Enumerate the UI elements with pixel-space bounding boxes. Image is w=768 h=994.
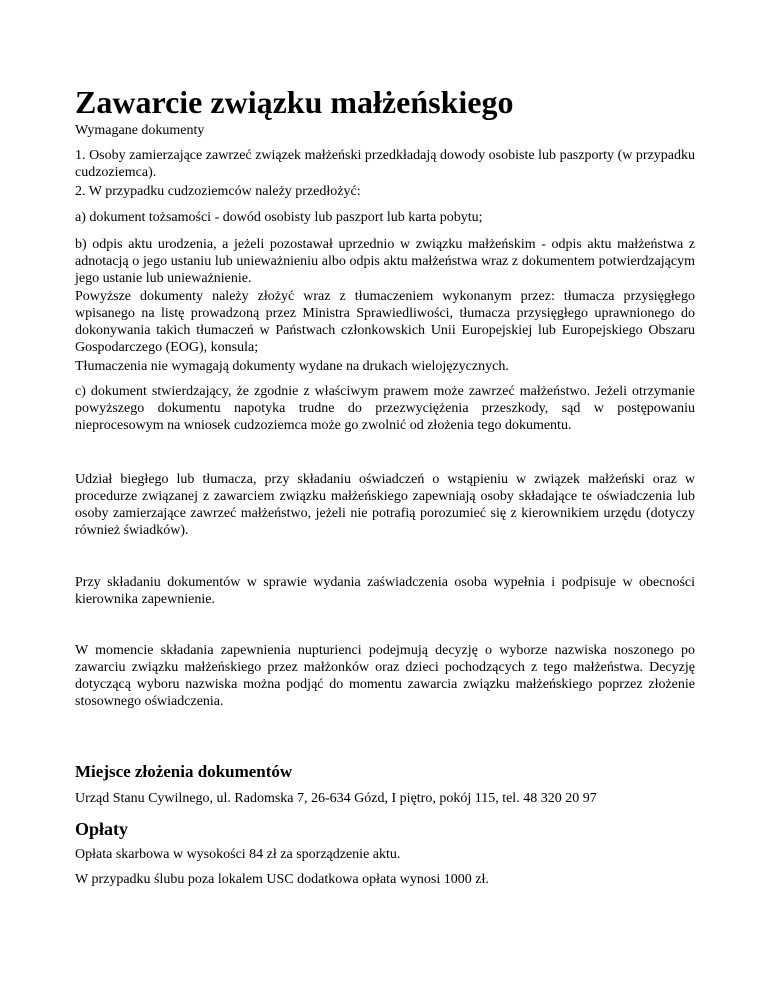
- paragraph-expert-translator: Udział biegłego lub tłumacza, przy składaniu oświadczeń o wstąpieniu w związek małżeński oraz w procedurze związanej z zawarciem związku małżeńskiego zapewniają osoby składające te oświadczenia lub osoby zamierzające zawrzeć małżeństwo, jeżeli nie potrafią porozumieć się z kierownikiem urzędu (dotyczy również świadków).: [75, 472, 695, 538]
- fee-stamp-duty: Opłata skarbowa w wysokości 84 zł za sporządzenie aktu.: [75, 847, 401, 862]
- paragraph-translations: Powyższe dokumenty należy złożyć wraz z tłumaczeniem wykonanym przez: tłumacza przysięgłego wpisanego na listę prowadzoną przez Ministra Sprawiedliwości, tłumacza przysięgłego uprawnionego do dokonywania takich tłumaczeń w Państwach członkowskich Unii Europejskiej lub Europejskiego Obszaru Gospodarczego (EOG), konsula;: [75, 289, 695, 355]
- paragraph-surname-choice: W momencie składania zapewnienia nupturienci podejmują decyzję o wyborze nazwiska noszonego po zawarciu związku małżeńskiego przez małżonków oraz dzieci pochodzących z tego małżeństwa. Decyzję dotyczącą wyboru nazwiska można podjąć do momentu zawarcia związku małżeńskiego poprzez złożenie stosownego oświadczenia.: [75, 643, 695, 709]
- paragraph-item-c: c) dokument stwierdzający, że zgodnie z właściwym prawem może zawrzeć małżeństwo. Jeżeli otrzymanie powyższego dokumentu napotyka trudne do przezwyciężenia przeszkody, sąd w postępowaniu nieprocesowym na wniosek cudzoziemca może go zwolnić od złożenia tego dokumentu.: [75, 384, 695, 433]
- page-title: Zawarcie związku małżeńskiego: [75, 84, 514, 120]
- required-docs-label: Wymagane dokumenty: [75, 123, 205, 138]
- paragraph-item-b: b) odpis aktu urodzenia, a jeżeli pozostawał uprzednio w związku małżeńskim - odpis aktu małżeństwa z adnotacją o jego ustaniu lub unieważnieniu albo odpis aktu małżeństwa wraz z dokumentem potwierdzającym jego ustanie lub unieważnienie.: [75, 237, 695, 286]
- paragraph-item-a: a) dokument tożsamości - dowód osobisty lub paszport lub karta pobytu;: [75, 210, 483, 225]
- place-heading: Miejsce złożenia dokumentów: [75, 762, 293, 781]
- fee-outside-venue: W przypadku ślubu poza lokalem USC dodatkowa opłata wynosi 1000 zł.: [75, 872, 489, 887]
- fees-heading: Opłaty: [75, 819, 129, 839]
- paragraph-id-documents: 1. Osoby zamierzające zawrzeć związek małżeński przedkładają dowody osobiste lub paszporty (w przypadku cudzoziemca).: [75, 148, 695, 180]
- place-address: Urząd Stanu Cywilnego, ul. Radomska 7, 26-634 Gózd, I piętro, pokój 115, tel. 48 320 20 97: [75, 791, 597, 806]
- paragraph-assurance: Przy składaniu dokumentów w sprawie wydania zaświadczenia osoba wypełnia i podpisuje w obecności kierownika zapewnienie.: [75, 575, 695, 607]
- paragraph-foreigners: 2. W przypadku cudzoziemców należy przedłożyć:: [75, 184, 361, 199]
- paragraph-multilingual: Tłumaczenia nie wymagają dokumenty wydane na drukach wielojęzycznych.: [75, 359, 509, 374]
